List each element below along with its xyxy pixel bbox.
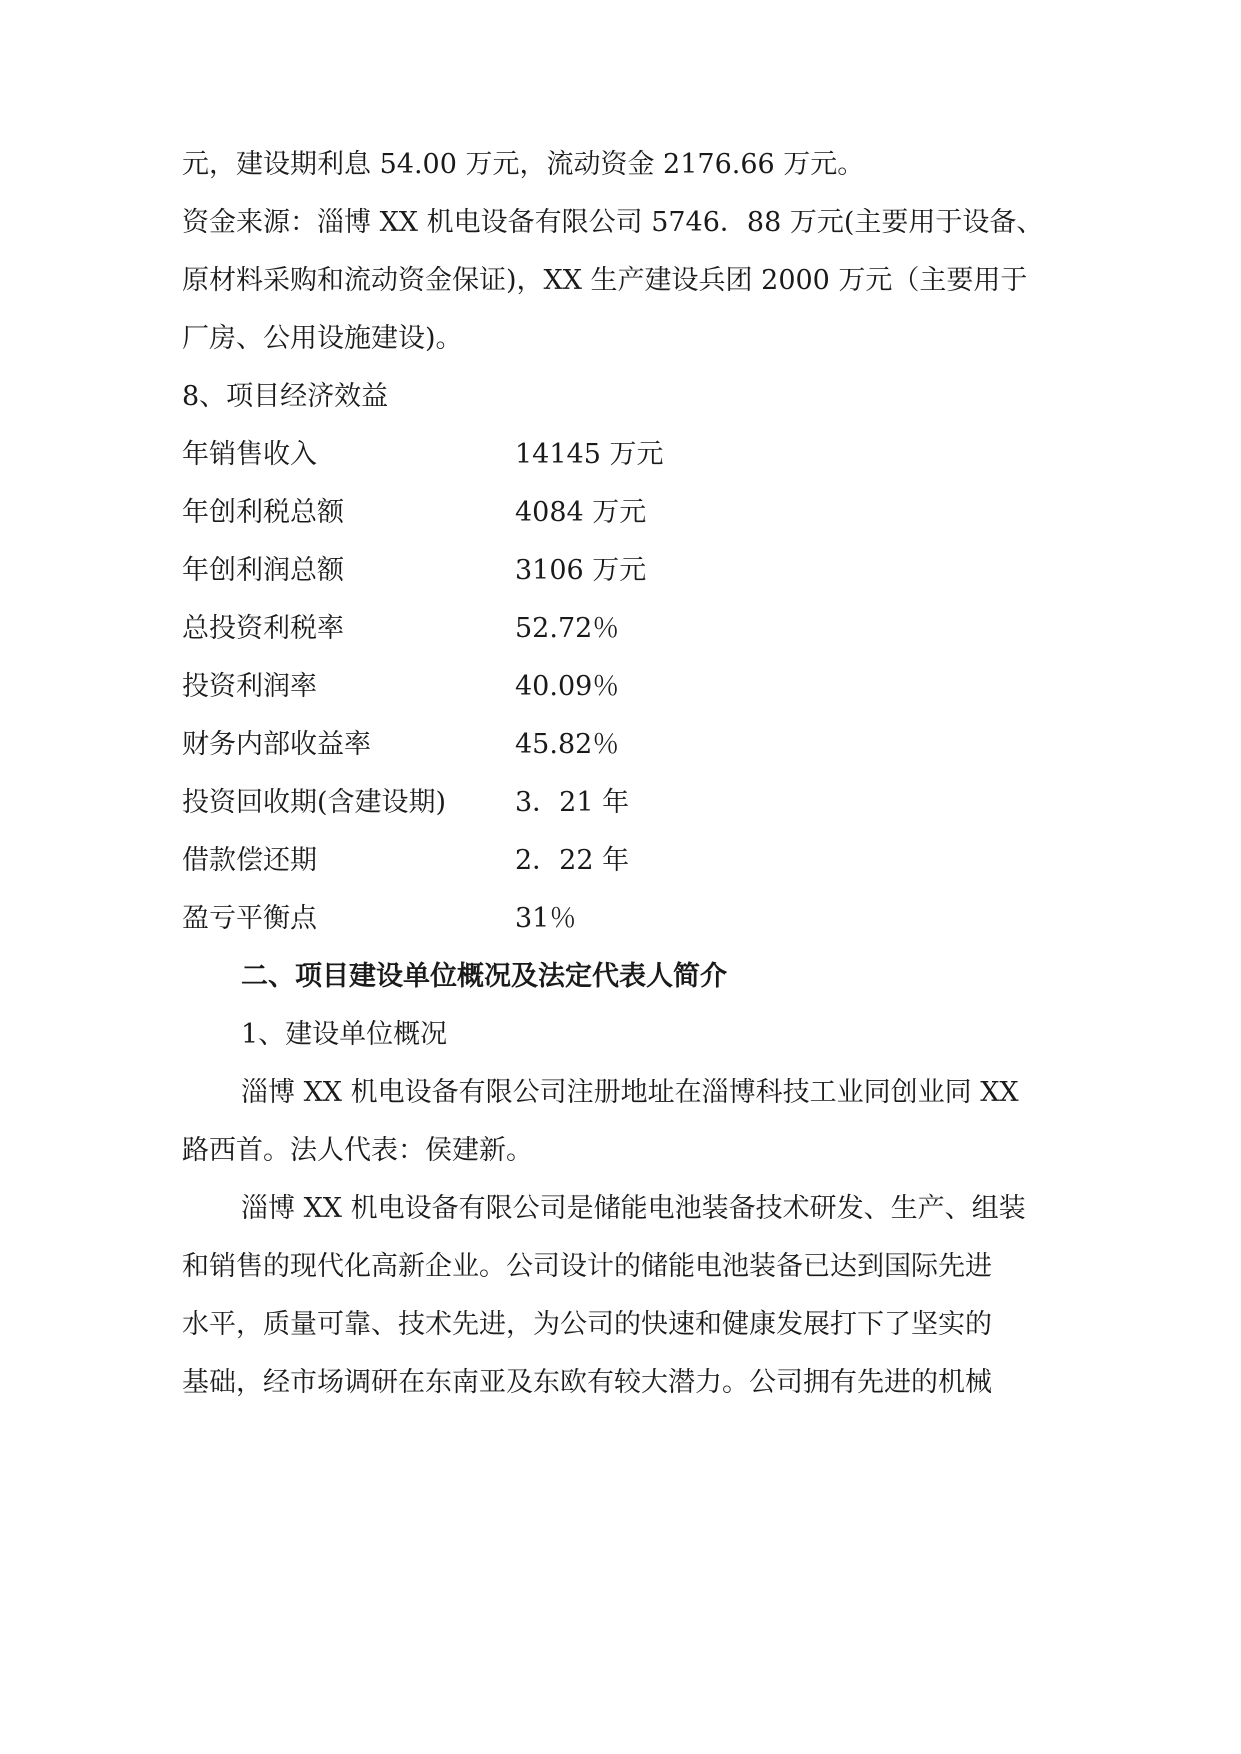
metric-value: 3．21 年 bbox=[515, 787, 630, 818]
metric-label: 盈亏平衡点 bbox=[182, 903, 317, 934]
paragraph-line: 路西首。法人代表：侯建新。 bbox=[182, 1135, 533, 1166]
section-title-economic-benefits: 8、项目经济效益 bbox=[182, 381, 389, 412]
metric-value: 31％ bbox=[515, 903, 577, 934]
metric-label: 投资利润率 bbox=[182, 671, 317, 702]
metric-value: 14145 万元 bbox=[515, 439, 664, 470]
metric-label: 财务内部收益率 bbox=[182, 729, 371, 760]
paragraph-line: 淄博 XX 机电设备有限公司注册地址在淄博科技工业同创业同 XX bbox=[241, 1077, 1019, 1108]
paragraph-line: 和销售的现代化高新企业。公司设计的储能电池装备已达到国际先进 bbox=[182, 1251, 992, 1282]
paragraph-line: 淄博 XX 机电设备有限公司是储能电池装备技术研发、生产、组装 bbox=[241, 1193, 1026, 1224]
metric-label: 投资回收期(含建设期) bbox=[182, 787, 447, 818]
metric-label: 借款偿还期 bbox=[182, 845, 317, 876]
metric-value: 45.82％ bbox=[515, 729, 620, 760]
subsection-title-unit-overview: 1、建设单位概况 bbox=[241, 1019, 448, 1050]
paragraph-line: 元，建设期利息 54.00 万元，流动资金 2176.66 万元。 bbox=[182, 149, 865, 180]
paragraph-line: 资金来源：淄博 XX 机电设备有限公司 5746．88 万元(主要用于设备、 bbox=[182, 207, 1044, 238]
paragraph-line: 基础，经市场调研在东南亚及东欧有较大潜力。公司拥有先进的机械 bbox=[182, 1367, 992, 1398]
section-heading-unit-overview: 二、项目建设单位概况及法定代表人简介 bbox=[241, 961, 727, 992]
metric-value: 52.72％ bbox=[515, 613, 620, 644]
metric-value: 40.09％ bbox=[515, 671, 620, 702]
metric-label: 年创利税总额 bbox=[182, 497, 344, 528]
metric-value: 2．22 年 bbox=[515, 845, 630, 876]
metric-label: 年销售收入 bbox=[182, 439, 317, 470]
metric-label: 年创利润总额 bbox=[182, 555, 344, 586]
paragraph-line: 厂房、公用设施建设)。 bbox=[182, 323, 463, 354]
paragraph-line: 水平，质量可靠、技术先进，为公司的快速和健康发展打下了坚实的 bbox=[182, 1309, 992, 1340]
metric-value: 4084 万元 bbox=[515, 497, 647, 528]
metric-label: 总投资利税率 bbox=[182, 613, 344, 644]
metric-value: 3106 万元 bbox=[515, 555, 647, 586]
paragraph-line: 原材料采购和流动资金保证)，XX 生产建设兵团 2000 万元（主要用于 bbox=[182, 265, 1028, 296]
